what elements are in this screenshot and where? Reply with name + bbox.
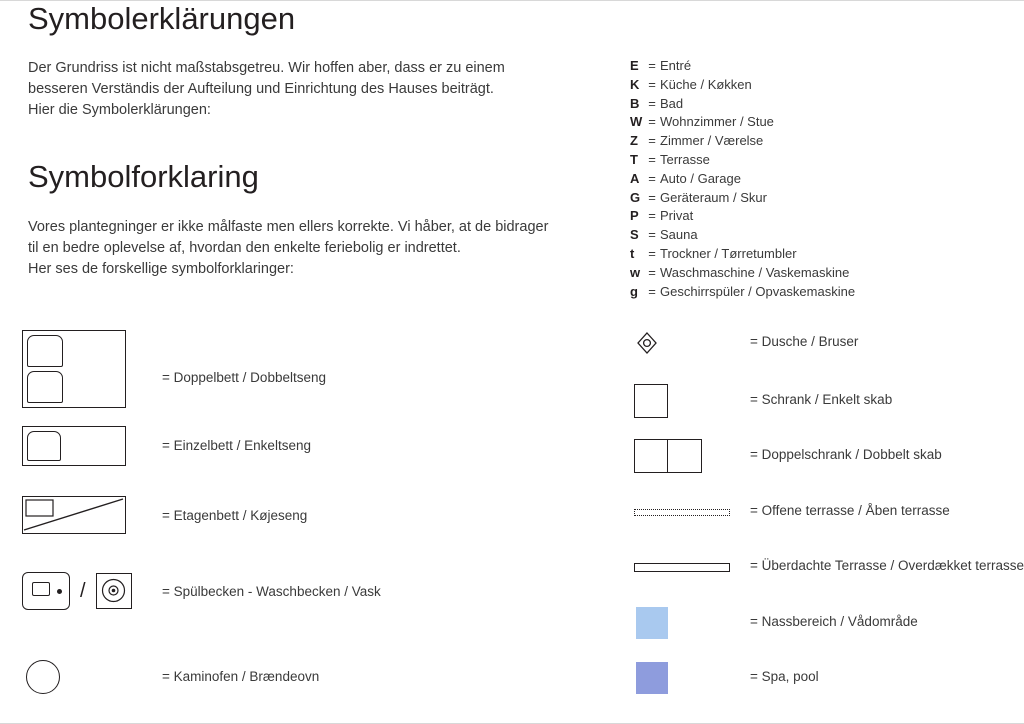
intro-paragraph-german: [28, 58, 608, 121]
legend-item-double-cabinet: [634, 436, 1024, 491]
page-title-german: Symbolerklärungen: [28, 1, 296, 36]
legend-label: = Nassbereich / Vådområde: [750, 614, 918, 629]
abbreviation-row: [630, 95, 1010, 114]
abbreviation-key: Z: [630, 133, 638, 149]
legend-item-stove: [22, 638, 622, 698]
intro-de-line-3: Hier die Symbolerklärungen:: [28, 102, 211, 118]
spacer-1: [28, 121, 608, 159]
legend-right-column: [634, 326, 1024, 711]
abbreviation-value: Auto / Garage: [660, 170, 741, 186]
equals-sign: =: [648, 151, 656, 167]
abbreviation-row: [630, 151, 1010, 170]
equals-sign: =: [648, 76, 656, 92]
legend-item-double-bed: [22, 326, 622, 412]
legend-label: = Kaminofen / Brændeovn: [162, 669, 320, 684]
legend-item-spa-pool: [634, 656, 1024, 711]
abbreviation-list: [630, 57, 1010, 301]
double-bed-icon: [22, 330, 126, 408]
abbreviation-key: W: [630, 114, 643, 130]
equals-sign: =: [648, 133, 656, 149]
legend-item-open-terrace: [634, 491, 1024, 546]
sink-basin-icon: [22, 572, 132, 610]
legend-item-sink: [22, 556, 622, 638]
abbreviation-key: t: [630, 245, 635, 261]
abbreviation-key: S: [630, 227, 639, 243]
abbreviation-key: T: [630, 151, 638, 167]
intro-de-line-1: Der Grundriss ist nicht maßstabsgetreu. Wir hoffen aber, dass er zu einem: [28, 60, 505, 76]
abbreviation-value: Entré: [660, 58, 692, 73]
page-title-danish: Symbolforklaring: [28, 159, 259, 194]
legend-label: = Überdachte Terrasse / Overdækket terrasse: [750, 558, 1024, 573]
legend-label: = Spa, pool: [750, 669, 819, 684]
legend-item-single-bed: [22, 412, 622, 484]
separator-slash: /: [80, 579, 86, 602]
legend-item-bunk-bed: [22, 484, 622, 556]
equals-sign: =: [648, 58, 656, 73]
legend-item-single-cabinet: [634, 381, 1024, 436]
abbreviation-row: [630, 245, 1010, 264]
abbreviation-value: Küche / Køkken: [660, 76, 752, 92]
spa-pool-swatch: [636, 662, 668, 694]
abbreviation-row: [630, 226, 1010, 245]
abbreviation-value: Wohnzimmer / Stue: [660, 114, 774, 130]
abbreviation-row: [630, 264, 1010, 283]
shower-icon: [634, 330, 660, 356]
abbreviation-key: P: [630, 208, 639, 224]
intro-da-line-1: Vores plantegninger er ikke målfaste men ellers korrekte. Vi håber, at de bidrager: [28, 219, 549, 235]
abbreviation-value: Sauna: [660, 227, 698, 243]
equals-sign: =: [648, 227, 656, 243]
covered-terrace-icon: [634, 563, 730, 572]
abbreviation-row: [630, 207, 1010, 226]
double-cabinet-icon: [634, 439, 702, 473]
legend-label: = Offene terrasse / Åben terrasse: [750, 503, 950, 518]
abbreviation-row: [630, 170, 1010, 189]
abbreviation-row: [630, 76, 1010, 95]
abbreviation-key: g: [630, 283, 638, 299]
equals-sign: =: [648, 170, 656, 186]
intro-de-line-2: besseren Verständis der Aufteilung und Einrichtung des Hauses beiträgt.: [28, 81, 494, 97]
equals-sign: =: [648, 114, 656, 130]
legend-label: = Spülbecken - Waschbecken / Vask: [162, 584, 381, 599]
abbreviation-value: Bad: [660, 95, 684, 111]
single-cabinet-icon: [634, 384, 668, 418]
legend-label: = Dusche / Bruser: [750, 334, 859, 349]
equals-sign: =: [648, 208, 656, 224]
legend-left-column: [22, 326, 622, 698]
wood-stove-icon: [26, 660, 60, 694]
legend-label: = Doppelbett / Dobbeltseng: [162, 370, 326, 385]
bunk-bed-icon: [22, 496, 126, 534]
abbreviation-value: Waschmaschine / Vaskemaskine: [660, 264, 850, 280]
wet-area-swatch: [636, 607, 668, 639]
abbreviation-row: [630, 283, 1010, 302]
equals-sign: =: [648, 245, 656, 261]
abbreviation-value: Terrasse: [660, 151, 710, 167]
abbreviation-key: G: [630, 189, 641, 205]
legend-item-shower: [634, 326, 1024, 381]
abbreviation-key: w: [630, 264, 641, 280]
legend-label: = Einzelbett / Enkeltseng: [162, 438, 311, 453]
abbreviation-row: [630, 113, 1010, 132]
equals-sign: =: [648, 264, 656, 280]
abbreviation-value: Privat: [660, 208, 694, 224]
open-terrace-icon: [634, 509, 730, 516]
abbreviation-value: Zimmer / Værelse: [660, 133, 764, 149]
abbreviation-key: B: [630, 95, 640, 111]
legend-item-wet-area: [634, 601, 1024, 656]
abbreviation-row: [630, 189, 1010, 208]
intro-da-line-2: til en bedre oplevelse af, hvordan den enkelte feriebolig er indrettet.: [28, 240, 461, 256]
abbreviation-value: Trockner / Tørretumbler: [660, 245, 797, 261]
legend-label: = Schrank / Enkelt skab: [750, 392, 893, 407]
legend-label: = Etagenbett / Køjeseng: [162, 508, 308, 523]
abbreviation-value: Geschirrspüler / Opvaskemaskine: [660, 283, 856, 299]
equals-sign: =: [648, 95, 656, 111]
left-column: [28, 1, 608, 280]
abbreviation-value: Geräteraum / Skur: [660, 189, 767, 205]
abbreviation-key: K: [630, 76, 640, 92]
abbreviation-row: [630, 57, 1010, 76]
legend-label: = Doppelschrank / Dobbelt skab: [750, 447, 942, 462]
abbreviation-key: A: [630, 170, 640, 186]
equals-sign: =: [648, 283, 656, 299]
single-bed-icon: [22, 426, 126, 466]
abbreviation-row: [630, 132, 1010, 151]
intro-paragraph-danish: [28, 217, 608, 280]
legend-item-covered-terrace: [634, 546, 1024, 601]
intro-da-line-3: Her ses de forskellige symbolforklaringer:: [28, 261, 294, 277]
equals-sign: =: [648, 189, 656, 205]
abbreviation-key: E: [630, 58, 639, 73]
